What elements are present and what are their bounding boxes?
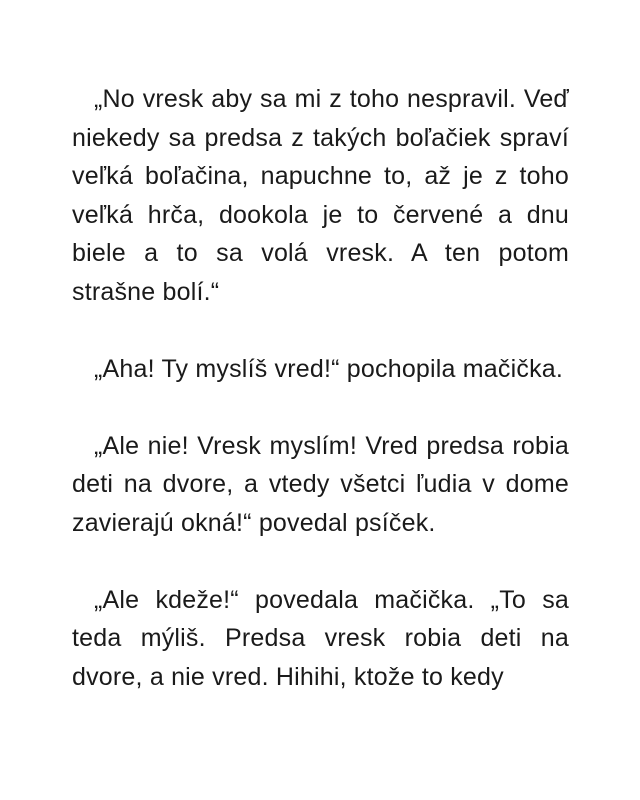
paragraph-2: „Aha! Ty myslíš vred!“ pochopila mačička. [94, 354, 564, 383]
paragraph-1: „No vresk aby sa mi z toho nespravil. Veď niekedy sa predsa z takých boľačiek spraví veľká boľačina, napuchne to, až je z toho veľká hrča, dookola je to červené a dnu biele a to sa volá vresk. A ten potom strašne bolí.“ [72, 85, 569, 306]
book-page [72, 80, 569, 735]
paragraph-4: „Ale kdeže!“ povedala mačička. „To sa teda mýliš. Predsa vresk robia deti na dvore, a nie vred. Hihihi, ktože to kedy [72, 585, 569, 691]
paragraph-3: „Ale nie! Vresk myslím! Vred predsa robia deti na dvore, a vtedy všetci ľudia v dome zavierajú okná!“ povedal psíček. [72, 431, 569, 537]
